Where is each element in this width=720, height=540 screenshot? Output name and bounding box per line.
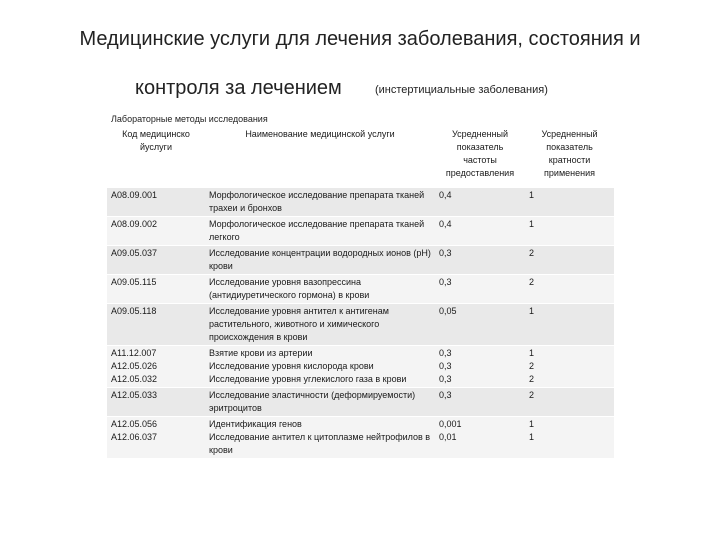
cell-frequency: 0,3 [435, 246, 525, 275]
cell-frequency: 0,4 [435, 217, 525, 246]
cell-name: Исследование уровня кислорода крови [209, 361, 374, 371]
cell-name: Морфологическое исследование препарата тканей легкого [205, 217, 435, 246]
cell-name: Исследование уровня антител к антигенам растительного, животного и химического происхождения в крови [205, 304, 435, 346]
cell-multiplicity: 2 [529, 361, 535, 371]
cell-code: A08.09.001 [107, 188, 205, 217]
cell-name: Морфологическое исследование препарата тканей трахеи и бронхов [205, 188, 435, 217]
cell-frequency: 0,01 [439, 432, 457, 442]
cell-name: Исследование концентрации водородных ионов (pH) крови [205, 246, 435, 275]
header-code: Код медицинско йуслуги [107, 127, 205, 181]
table-row [107, 388, 614, 417]
cell-multiplicity: 1 [525, 217, 614, 246]
cell-code: A12.06.037 [111, 432, 158, 442]
cell-multiplicity: 1 [529, 419, 535, 429]
header-multiplicity: Усредненный показатель кратности применения [525, 127, 614, 181]
table-row [107, 304, 614, 346]
cell-code: A09.05.115 [107, 275, 205, 304]
cell-frequency: 0,05 [435, 304, 525, 346]
section-label: Лабораторные методы исследования [111, 114, 268, 124]
cell-code: A11.12.007 [111, 348, 157, 358]
cell-code: A12.05.033 [107, 388, 205, 417]
table-row-group [107, 346, 614, 388]
cell-code: A09.05.037 [107, 246, 205, 275]
cell-multiplicity: 1 [529, 348, 535, 358]
cell-frequency-group [435, 346, 525, 388]
cell-multiplicity-group [525, 417, 614, 459]
cell-code: A12.05.032 [111, 374, 158, 384]
cell-multiplicity: 1 [525, 304, 614, 346]
page-title-continued: контроля за лечением [135, 77, 342, 99]
cell-multiplicity: 2 [525, 275, 614, 304]
table-row [107, 217, 614, 246]
table-row [107, 246, 614, 275]
cell-frequency: 0,3 [439, 348, 452, 358]
section-row [107, 112, 614, 127]
cell-code: A09.05.118 [107, 304, 205, 346]
cell-multiplicity: 2 [529, 374, 535, 384]
title-note: (инстертициальные заболевания) [375, 84, 548, 96]
cell-name: Исследование уровня углекислого газа в крови [209, 374, 407, 384]
table-row [107, 188, 614, 217]
cell-code: A08.09.002 [107, 217, 205, 246]
cell-frequency: 0,3 [435, 388, 525, 417]
header-name: Наименование медицинской услуги [205, 127, 435, 181]
header-row [107, 127, 614, 181]
cell-code-group [107, 346, 205, 388]
cell-name: Взятие крови из артерии [209, 348, 313, 358]
cell-code: A12.05.056 [111, 419, 158, 429]
cell-multiplicity: 2 [525, 246, 614, 275]
cell-name: Исследование эластичности (деформируемости) эритроцитов [205, 388, 435, 417]
cell-name: Идентификация генов [209, 419, 302, 429]
cell-multiplicity: 1 [529, 432, 535, 442]
header-frequency: Усредненный показатель частоты предоставления [435, 127, 525, 181]
page-title: Медицинские услуги для лечения заболевания, состояния и [79, 28, 641, 50]
cell-code: A12.05.026 [111, 361, 158, 371]
cell-name-group [205, 417, 435, 459]
services-table [107, 112, 614, 458]
cell-frequency: 0,3 [439, 374, 452, 384]
cell-frequency: 0,001 [439, 419, 462, 429]
cell-frequency: 0,3 [439, 361, 452, 371]
cell-name: Исследование уровня вазопрессина (антидиуретического гормона) в крови [205, 275, 435, 304]
cell-multiplicity-group [525, 346, 614, 388]
cell-name-group [205, 346, 435, 388]
table-row [107, 275, 614, 304]
cell-code-group [107, 417, 205, 459]
cell-multiplicity: 1 [525, 188, 614, 217]
cell-frequency: 0,3 [435, 275, 525, 304]
table-row-group [107, 417, 614, 459]
cell-name: Исследование антител к цитоплазме нейтрофилов в крови [209, 432, 431, 455]
cell-multiplicity: 2 [525, 388, 614, 417]
cell-frequency-group [435, 417, 525, 459]
cell-frequency: 0,4 [435, 188, 525, 217]
